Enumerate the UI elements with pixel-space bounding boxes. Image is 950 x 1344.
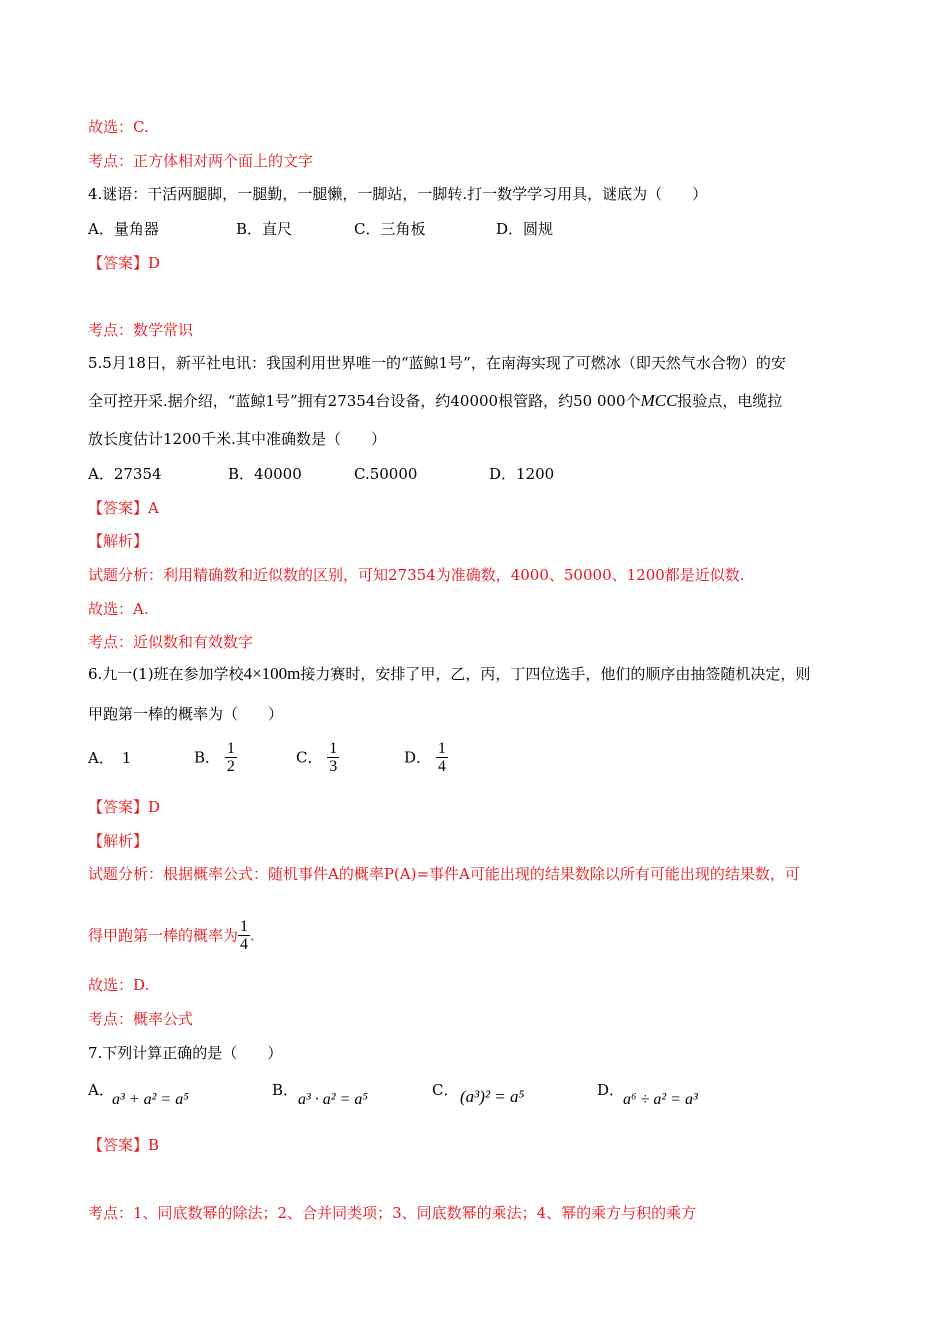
q5-stem-line2 (88, 391, 782, 411)
q7-option-b-label: B． (272, 1081, 299, 1099)
q6-analysis-fraction (238, 918, 250, 953)
q7-option-c-label: C． (432, 1081, 459, 1099)
prev-knowledge-point: 考点：正方体相对两个面上的文字 (88, 152, 314, 170)
q7-stem: 7.下列计算正确的是（ ） (88, 1044, 283, 1062)
q5-stem-line2-text-a: 全可控开采.据介绍，“蓝鲸1号”拥有27354台设备，约40000根管路，约50 000个 (88, 392, 641, 410)
q6-stem-line1 (88, 664, 810, 684)
q6-option-b-num: 1 (226, 740, 235, 757)
q6-analysis-line2 (88, 918, 255, 953)
q6-analysis-den: 4 (240, 936, 249, 953)
q4-option-b: B．直尺 (236, 220, 293, 238)
q6-option-c (296, 740, 339, 775)
q4-stem: 4.谜语：干活两腿脚，一腿勤，一腿懒，一脚站，一脚转.打一数学学习用具，谜底为（ ） (88, 185, 708, 203)
q6-stem-text-a: 6.九一(1)班在参加学校 (88, 665, 244, 683)
q4-option-d: D．圆规 (496, 220, 554, 238)
q6-analysis-label: 【解析】 (88, 832, 149, 850)
q6-option-c-den: 3 (329, 758, 338, 775)
q6-option-d-label: D． (404, 748, 432, 767)
q7-option-b-expr: a³ · a² = a⁵ (298, 1091, 368, 1108)
q6-option-c-num: 1 (329, 740, 338, 757)
q6-option-b-den: 2 (226, 758, 235, 775)
q6-analysis-line1: 试题分析：根据概率公式：随机事件A的概率P(A)=事件A可能出现的结果数除以所有可能出现的结果数，可 (88, 865, 800, 883)
q7-option-c-expr: (a³)² = a⁵ (460, 1087, 525, 1106)
q6-analysis2-text: 得甲跑第一棒的概率为 (88, 926, 239, 945)
q5-option-a: A．27354 (88, 465, 162, 483)
q5-analysis: 试题分析：利用精确数和近似数的区别，可知27354为准确数，4000、50000、1200都是近似数. (88, 566, 745, 584)
q7-answer: 【答案】B (88, 1136, 160, 1154)
q6-stem-text-b: 接力赛时，安排了甲，乙，丙，丁四位选手，他们的顺序由抽签随机决定，则 (300, 665, 811, 683)
q6-analysis2-end: . (250, 926, 255, 945)
q4-option-c: C．三角板 (354, 220, 426, 238)
q6-analysis-num: 1 (240, 918, 249, 935)
q6-stem-line2: 甲跑第一棒的概率为（ ） (88, 705, 284, 723)
q5-choice: 故选：A. (88, 600, 149, 618)
q6-option-b-fraction (225, 740, 237, 775)
q5-answer: 【答案】A (88, 499, 159, 517)
q7-knowledge-point: 考点：1、同底数幂的除法；2、合并同类项；3、同底数幂的乘法；4、幂的乘方与积的乘方 (88, 1204, 697, 1222)
q5-option-c: C.50000 (354, 465, 418, 483)
q6-knowledge-point: 考点：概率公式 (88, 1010, 194, 1028)
q6-option-d-fraction (436, 740, 448, 775)
q6-option-d-num: 1 (437, 740, 446, 757)
q5-stem-mcc: MCC (640, 391, 678, 410)
q6-answer: 【答案】D (88, 798, 161, 816)
q6-option-b (194, 740, 237, 775)
q5-knowledge-point: 考点：近似数和有效数字 (88, 633, 254, 651)
q7-option-a-label: A． (88, 1081, 114, 1099)
q6-option-c-fraction (327, 740, 339, 775)
q5-option-b: B．40000 (228, 465, 302, 483)
q5-stem-line1: 5.5月18日，新平社电讯：我国利用世界唯一的“蓝鲸1号”，在南海实现了可燃冰（即天然气水合物）的安 (88, 354, 786, 372)
q6-option-d-den: 4 (437, 758, 446, 775)
q6-option-a-value: 1 (121, 749, 132, 767)
q6-option-c-label: C． (296, 748, 323, 767)
q4-knowledge-point: 考点：数学常识 (88, 321, 194, 339)
q7-option-d-expr: a⁶ ÷ a² = a³ (623, 1091, 698, 1108)
q6-option-b-label: B． (194, 748, 221, 767)
prev-choice: 故选：C. (88, 118, 149, 136)
q7-option-d-label: D． (597, 1081, 625, 1099)
q7-option-a-expr: a³ + a² = a⁵ (112, 1091, 189, 1108)
q6-option-d (404, 740, 448, 775)
q5-option-d: D．1200 (489, 465, 555, 483)
q6-option-a-label: A． (88, 749, 114, 767)
q6-stem-relay: 4×100m (243, 664, 301, 683)
q6-choice: 故选：D. (88, 976, 150, 994)
q4-option-a: A．量角器 (88, 220, 159, 238)
q5-stem-line3: 放长度估计1200千米.其中准确数是（ ） (88, 430, 386, 448)
q6-option-a (88, 748, 131, 768)
q4-answer: 【答案】D (88, 254, 161, 272)
q5-stem-line2-text-b: 报验点，电缆拉 (677, 392, 783, 410)
q5-analysis-label: 【解析】 (88, 532, 149, 550)
